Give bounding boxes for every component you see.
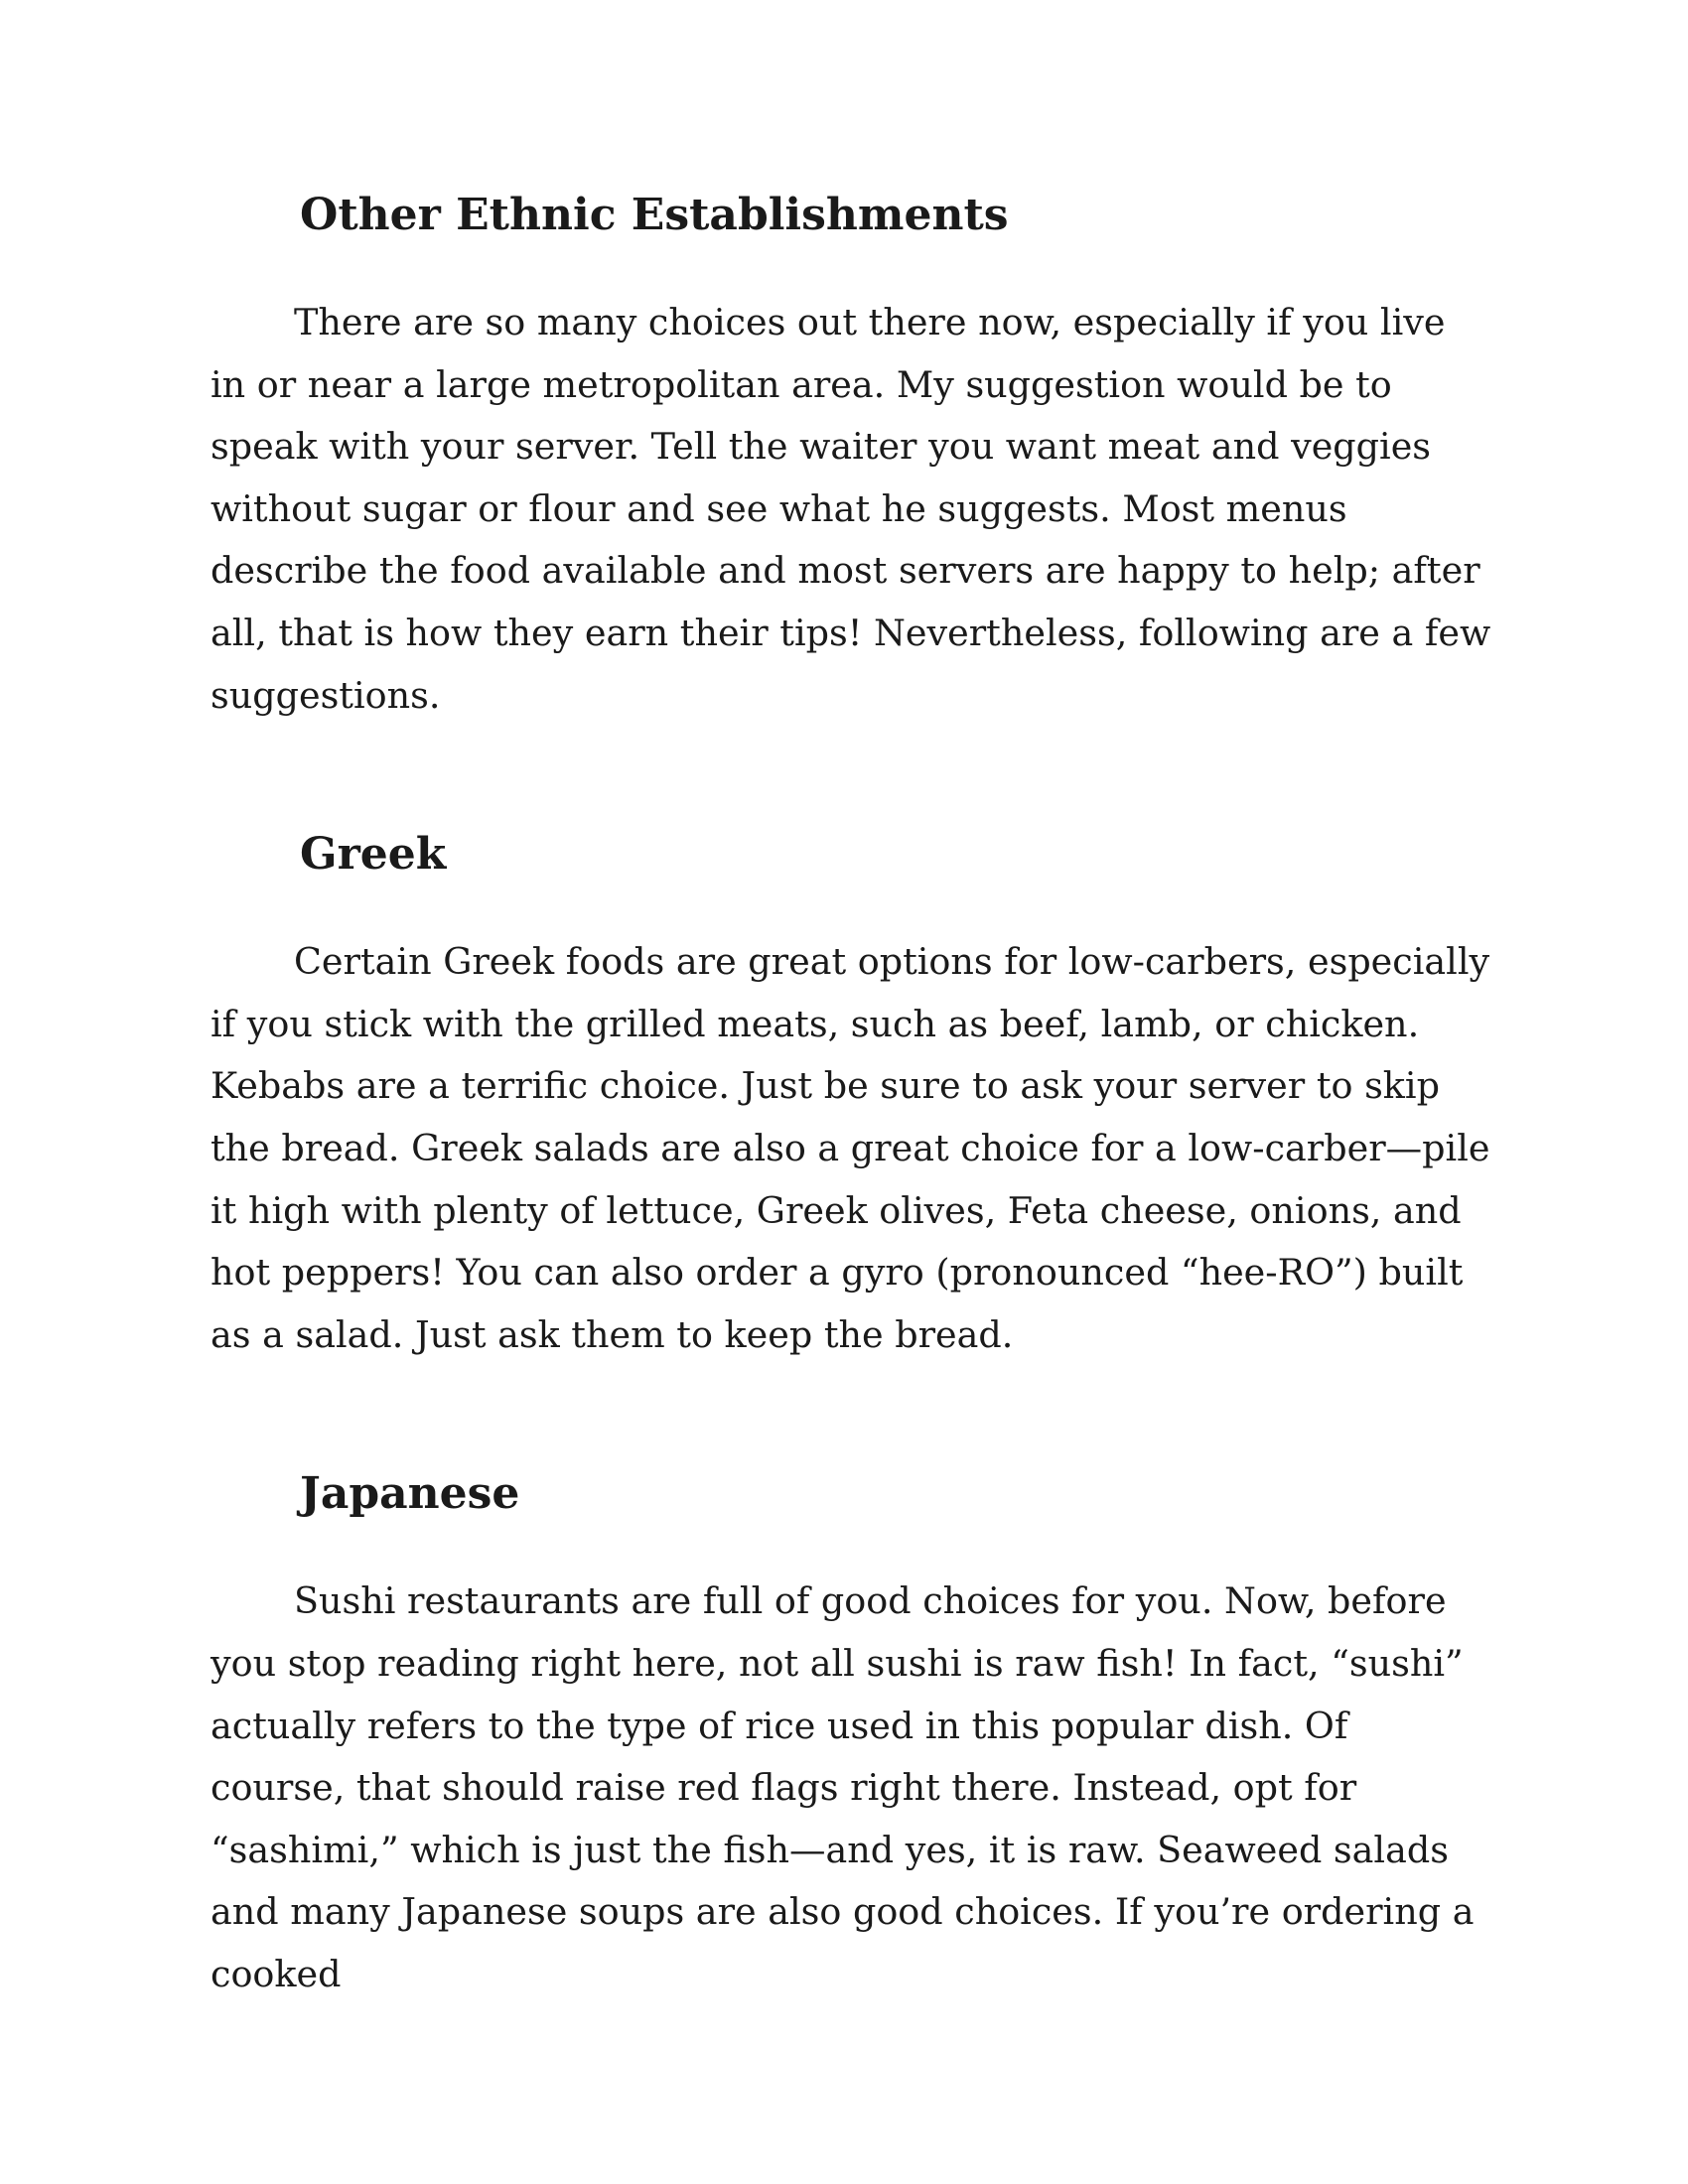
section-japanese bbox=[211, 1467, 1491, 2005]
section-greek bbox=[211, 828, 1491, 1366]
section-paragraph: Certain Greek foods are great options for low-carbers, especially if you stick with the grilled meats, such as beef, lamb, or chicken. Kebabs are a terrific choice. Just be sure to ask your server to skip the bread. Greek salads are also a great choice for a low-carber—pile it high with plenty of lettuce, Greek olives, Feta cheese, onions, and hot peppers! You can also order a gyro (pronounced “hee-RO”) built as a salad. Just ask them to keep the bread. bbox=[211, 940, 1490, 1356]
section-heading: Greek bbox=[300, 829, 447, 881]
document-page bbox=[211, 189, 1491, 2005]
section-other-ethnic bbox=[211, 189, 1491, 727]
section-heading: Other Ethnic Establishments bbox=[300, 190, 1009, 240]
section-heading: Japanese bbox=[300, 1468, 520, 1520]
section-paragraph: There are so many choices out there now, especially if you live in or near a large metropolitan area. My suggestion would be to speak with your server. Tell the waiter you want meat and veggies without sugar or flour and see what he suggests. Most menus describe the food available and most servers are happy to help; after all, that is how they earn their tips! Nevertheless, following are a few suggestions. bbox=[211, 301, 1491, 717]
section-paragraph: Sushi restaurants are full of good choices for you. Now, before you stop reading right here, not all sushi is raw fish! In fact, “sushi” actually refers to the type of rice used in this popular dish. Of course, that should raise red flags right there. Instead, opt for “sashimi,” which is just the fish—and yes, it is raw. Seaweed salads and many Japanese soups are also good choices. If you’re ordering a cooked bbox=[211, 1579, 1475, 1995]
